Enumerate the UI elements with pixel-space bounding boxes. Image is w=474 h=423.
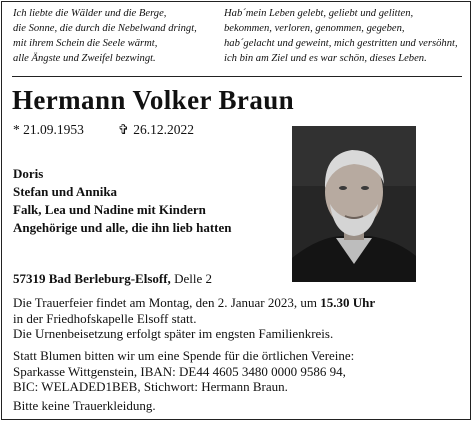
- funeral-line-2: in der Friedhofskapelle Elsoff statt.: [13, 310, 197, 326]
- mourner-line: Falk, Lea und Nadine mit Kindern: [13, 202, 206, 217]
- donation-line: Statt Blumen bitten wir um eine Spende für die örtlichen Vereine:: [13, 348, 355, 363]
- donation-line: Sparkasse Wittgenstein, IBAN: DE44 4605 3480 0000 9586 94,: [13, 363, 346, 379]
- mourner-line: Angehörige und alle, die ihn lieb hatten: [13, 220, 232, 235]
- poem-left: [13, 6, 197, 66]
- poem-line: Ich liebte die Wälder und die Berge,: [13, 8, 167, 19]
- life-dates: [13, 122, 204, 138]
- closing-note: Bitte keine Trauerkleidung.: [13, 398, 156, 413]
- funeral-info: [13, 295, 375, 342]
- funeral-line-3: Die Urnenbeisetzung erfolgt später im engsten Familienkreis.: [13, 326, 334, 341]
- poem-line: ich bin am Ziel und es war schön, dieses Leben.: [224, 53, 427, 64]
- address-street: Delle 2: [174, 271, 212, 286]
- funeral-line-1: Die Trauerfeier findet am Montag, den 2. Januar 2023, um: [13, 295, 317, 310]
- poem-line: alle Ängste und Zweifel bezwingt.: [13, 53, 156, 64]
- poem-line: bekommen, verloren, genommen, gegeben,: [224, 23, 405, 34]
- poem-line: mit ihrem Schein die Seele wärmt,: [13, 38, 158, 49]
- poem-line: die Sonne, die durch die Nebelwand dringt,: [13, 23, 197, 34]
- portrait-photo: [292, 126, 416, 282]
- address: [13, 271, 212, 287]
- cross-icon: ✞: [117, 122, 130, 137]
- mourner-line: Stefan und Annika: [13, 184, 118, 199]
- deceased-name: Hermann Volker Braun: [12, 85, 295, 115]
- mourner-line: Doris: [13, 166, 44, 181]
- funeral-time: 15.30 Uhr: [320, 295, 376, 310]
- portrait-image: [292, 126, 416, 282]
- poem-right: [224, 6, 458, 66]
- death-date: 26.12.2022: [133, 122, 194, 137]
- mourners-list: [13, 165, 232, 237]
- divider-top: [12, 76, 462, 77]
- donation-info: [13, 348, 354, 395]
- donation-line: BIC: WELADED1BEB, Stichwort: Hermann Braun.: [13, 379, 288, 394]
- poem-line: hab´gelacht und geweint, mich gestritten und versöhnt,: [224, 38, 458, 49]
- poem-line: Hab´mein Leben gelebt, geliebt und gelitten,: [224, 8, 414, 19]
- birth-date: * 21.09.1953: [13, 122, 84, 137]
- address-city: 57319 Bad Berleburg-Elsoff,: [13, 271, 171, 286]
